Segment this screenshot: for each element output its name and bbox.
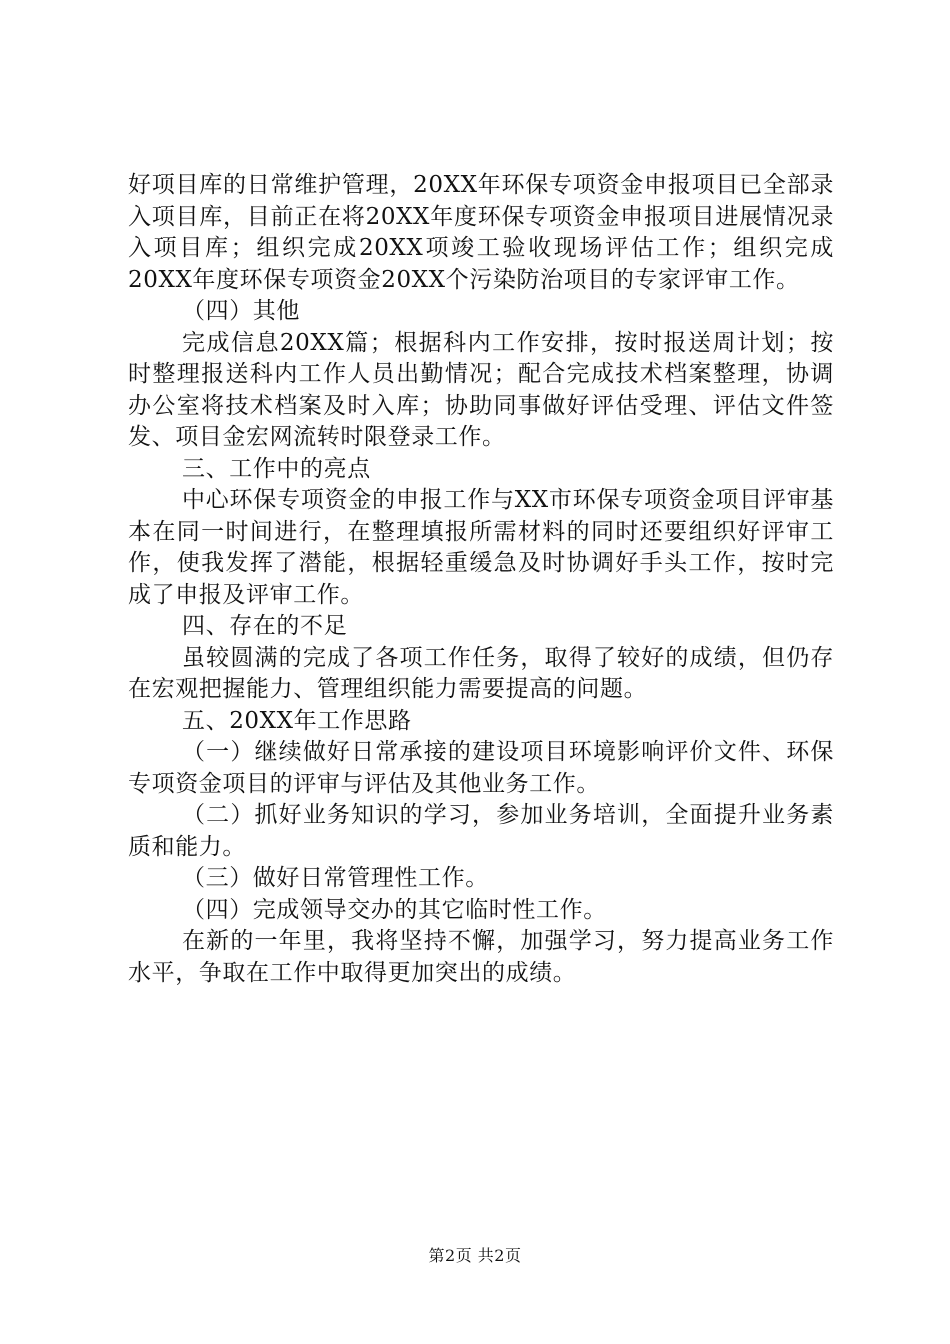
plan-item-1: （一）继续做好日常承接的建设项目环境影响评价文件、环保专项资金项目的评审与评估及其他业务工作。 (128, 739, 834, 797)
page-number-footer: 第2页 共2页 (428, 1246, 522, 1265)
plan-item-2: （二）抓好业务知识的学习，参加业务培训，全面提升业务素质和能力。 (128, 802, 834, 860)
paragraph-highlights: 中心环保专项资金的申报工作与XX市环保专项资金项目评审基本在同一时间进行，在整理填报所需材料的同时还要组织好评审工作，使我发挥了潜能，根据轻重缓急及时协调好手头工作，按时完成了申报及评审工作。 (128, 487, 834, 608)
heading-other: （四）其他 (182, 298, 300, 324)
heading-highlights: 三、工作中的亮点 (182, 455, 371, 482)
paragraph-closing: 在新的一年里，我将坚持不懈，加强学习，努力提高业务工作水平，争取在工作中取得更加突出的成绩。 (128, 928, 834, 986)
heading-work-plan: 五、20XX年工作思路 (182, 707, 412, 734)
plan-item-4: （四）完成领导交办的其它临时性工作。 (182, 896, 607, 923)
paragraph-shortcomings: 虽较圆满的完成了各项工作任务，取得了较好的成绩，但仍存在宏观把握能力、管理组织能力需要提高的问题。 (128, 644, 834, 702)
document-body (128, 170, 834, 989)
heading-shortcomings: 四、存在的不足 (182, 613, 348, 639)
paragraph-other-work: 完成信息20XX篇；根据科内工作安排，按时报送周计划；按时整理报送科内工作人员出勤情况；配合完成技术档案整理，协调办公室将技术档案及时入库；协助同事做好评估受理、评估文件签发、项目金宏网流转时限登录工作。 (128, 329, 834, 450)
plan-item-3: （三）做好日常管理性工作。 (182, 865, 489, 891)
paragraph-project-library: 好项目库的日常维护管理，20XX年环保专项资金申报项目已全部录入项目库，目前正在将20XX年度环保专项资金申报项目进展情况录入项目库；组织完成20XX项竣工验收现场评估工作；组织完成20XX年度环保专项资金20XX个污染防治项目的专家评审工作。 (128, 172, 834, 293)
